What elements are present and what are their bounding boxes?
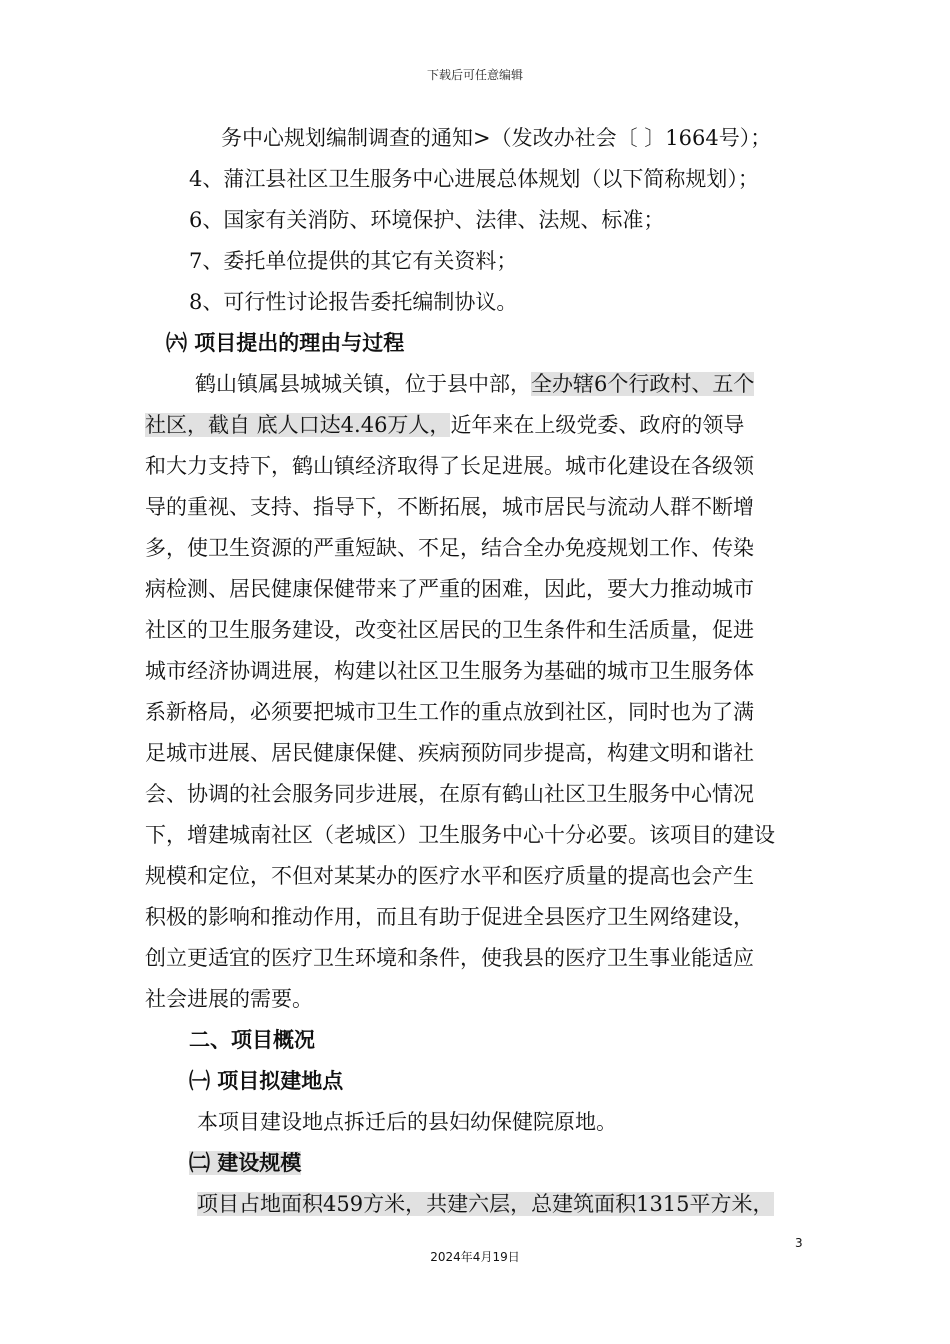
text-line [145, 405, 807, 446]
text-line: 务中心规划编制调查的通知>（发改办社会〔 〕1664号）； [221, 126, 772, 150]
text-line: 系新格局，必须要把城市卫生工作的重点放到社区，同时也为了满 [145, 700, 754, 724]
text-line: 城市经济协调进展，构建以社区卫生服务为基础的城市卫生服务体 [145, 659, 754, 683]
text-line [145, 364, 807, 405]
text-line: 会、协调的社会服务同步进展，在原有鹤山社区卫生服务中心情况 [145, 782, 754, 806]
highlighted-text: ㈡ 建设规模 [189, 1151, 302, 1175]
text-line [145, 1184, 807, 1225]
highlighted-text: 项目占地面积459方米，共建六层，总建筑面积1315平方米， [197, 1192, 774, 1216]
text-line: 规模和定位，不但对某某办的医疗水平和医疗质量的提高也会产生 [145, 864, 754, 888]
text-line: 多，使卫生资源的严重短缺、不足，结合全办免疫规划工作、传染 [145, 536, 754, 560]
highlighted-text: 社区，截自 底人口达4.46万人， [145, 413, 451, 437]
text-line: 和大力支持下，鹤山镇经济取得了长足进展。城市化建设在各级领 [145, 454, 754, 478]
list-item: 4、蒲江县社区卫生服务中心进展总体规划（以下简称规划）； [189, 167, 759, 191]
text-line: 创立更适宜的医疗卫生环境和条件，使我县的医疗卫生事业能适应 [145, 946, 754, 970]
text-line: 下，增建城南社区（老城区）卫生服务中心十分必要。该项目的建设 [145, 823, 775, 847]
subsection-heading [145, 1143, 807, 1184]
text-line: 积极的影响和推动作用，而且有助于促进全县医疗卫生网络建设， [145, 905, 754, 929]
text-line: 足城市进展、居民健康保健、疾病预防同步提高，构建文明和谐社 [145, 741, 754, 765]
text-span: 鹤山镇属县城城关镇，位于县中部， [195, 372, 531, 396]
list-item: 8、可行性讨论报告委托编制协议。 [189, 290, 518, 314]
footer-date: 2024年4月19日 [430, 1250, 520, 1264]
text-line: 导的重视、支持、指导下，不断拓展，城市居民与流动人群不断增 [145, 495, 754, 519]
list-item: 7、委托单位提供的其它有关资料； [189, 249, 518, 273]
page-header: 下载后可任意编辑 [426, 68, 523, 82]
section-heading: 二、项目概况 [189, 1028, 315, 1052]
highlighted-text: 全办辖6个行政村、五个 [531, 372, 755, 396]
section-heading: ㈥ 项目提出的理由与过程 [166, 331, 405, 355]
text-line: 社会进展的需要。 [145, 987, 313, 1011]
text-line: 病检测、居民健康保健带来了严重的困难，因此，要大力推动城市 [145, 577, 754, 601]
document-body [145, 118, 807, 1225]
text-span: 近年来在上级党委、政府的领导 [450, 413, 745, 437]
subsection-heading: ㈠ 项目拟建地点 [189, 1069, 344, 1093]
text-line: 本项目建设地点拆迁后的县妇幼保健院原地。 [197, 1110, 617, 1134]
list-item: 6、国家有关消防、环境保护、法律、法规、标准； [189, 208, 665, 232]
text-line: 社区的卫生服务建设，改变社区居民的卫生条件和生活质量，促进 [145, 618, 754, 642]
page-number: 3 [795, 1236, 803, 1250]
